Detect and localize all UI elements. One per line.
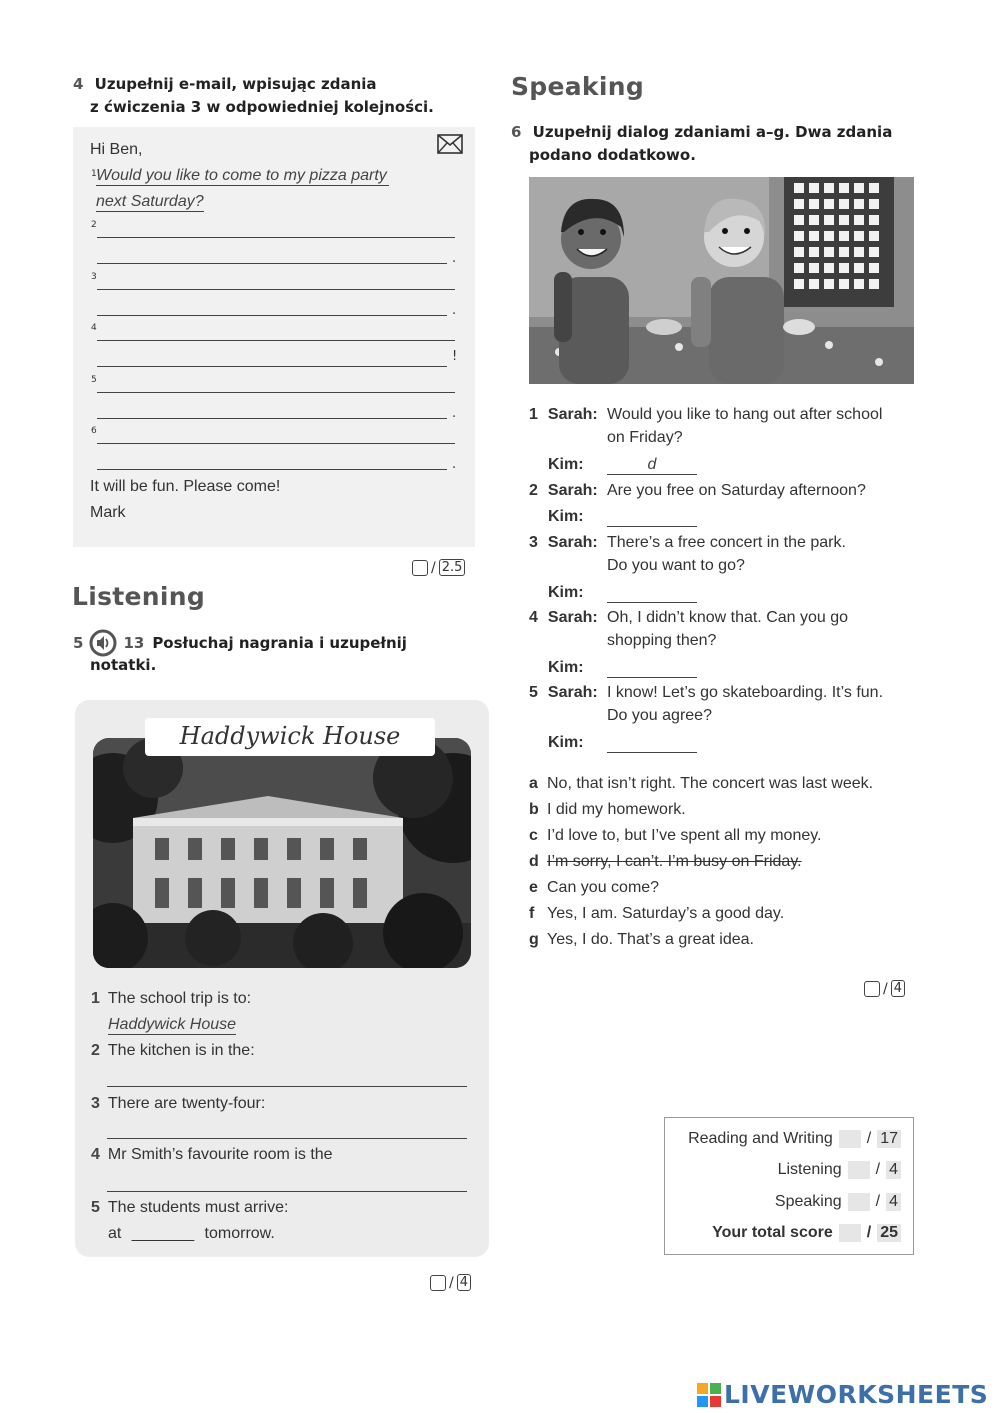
score-separator: /: [449, 1274, 454, 1291]
dialogue-answer[interactable]: [607, 584, 697, 603]
email-answer-line[interactable]: [97, 469, 447, 470]
option-item: b I did my homework.: [529, 801, 686, 818]
email-line-end: .: [452, 457, 457, 472]
email-line-number: 6: [91, 426, 97, 436]
ex5-number: 5: [73, 633, 84, 652]
ex6-instruction-line2: podano dodatkowo.: [529, 146, 696, 164]
email-answer-line[interactable]: [97, 366, 447, 367]
score-input[interactable]: [848, 1161, 870, 1179]
ex4-number: 4: [73, 75, 84, 93]
listening-question: 4 Mr Smith’s favourite room is the: [91, 1146, 333, 1163]
score-max: 4: [891, 980, 905, 997]
score-separator: /: [431, 559, 436, 576]
watermark-logo: [697, 1380, 988, 1409]
dialogue-item: 4 Sarah: Oh, I didn’t know that. Can you go shopping then? Kim:: [529, 609, 849, 676]
house-photo: [93, 738, 471, 968]
listening-card: [75, 700, 489, 1257]
email-answer-line[interactable]: [97, 263, 447, 264]
email-answer-line[interactable]: [97, 418, 447, 419]
email-line-number: 2: [91, 220, 97, 230]
liveworksheets-logo-icon: [697, 1383, 721, 1407]
option-item: c I’d love to, but I’ve spent all my money.: [529, 827, 822, 844]
card-title: Haddywick House: [179, 722, 401, 750]
email-example-line2: next Saturday?: [96, 193, 204, 210]
dialogue-item: 5 Sarah: I know! Let’s go skateboarding. It’s fun. Do you agree? Kim:: [529, 684, 884, 751]
listening-question: 3 There are twenty-four:: [91, 1095, 266, 1112]
ex4-instruction-line2: z ćwiczenia 3 w odpowiedniej kolejności.: [90, 98, 434, 116]
listening-q5-blank[interactable]: _______: [131, 1225, 195, 1242]
ex6-score: [864, 980, 905, 997]
email-answer-line[interactable]: [97, 392, 455, 393]
ex5-instruction-line2: notatki.: [90, 656, 157, 674]
email-answer-line[interactable]: [97, 237, 455, 238]
email-answer-line[interactable]: [97, 443, 455, 444]
email-line-end: .: [452, 406, 457, 421]
score-input-box[interactable]: [412, 560, 428, 576]
dialogue-answer[interactable]: [607, 508, 697, 527]
email-box: [73, 127, 475, 547]
score-input-box[interactable]: [864, 981, 880, 997]
option-item: a No, that isn’t right. The concert was last week.: [529, 775, 874, 792]
email-line-end: .: [452, 303, 457, 318]
dialogue-answer[interactable]: d: [607, 456, 697, 475]
option-item: f Yes, I am. Saturday’s a good day.: [529, 905, 785, 922]
ex6-instruction: [511, 121, 892, 144]
listening-q5-answer: at _______ tomorrow.: [108, 1225, 275, 1242]
dialogue-answer[interactable]: [607, 734, 697, 753]
dialogue-item: 3 Sarah: There’s a free concert in the park. Do you want to go? Kim:: [529, 534, 846, 601]
dialogue-item: 2 Sarah: Are you free on Saturday afternoon? Kim:: [529, 482, 866, 525]
audio-icon[interactable]: [89, 629, 117, 657]
score-row-speaking: Speaking / 4: [775, 1193, 901, 1211]
email-signature: Mark: [90, 504, 126, 521]
listening-question: 2 The kitchen is in the:: [91, 1042, 255, 1059]
email-answer-line[interactable]: [97, 289, 455, 290]
listening-answer-line[interactable]: [107, 1086, 467, 1087]
score-input[interactable]: [839, 1224, 861, 1242]
dialogue-item: 1 Sarah: Would you like to hang out after school on Friday? Kim: d: [529, 406, 883, 473]
option-item: e Can you come?: [529, 879, 660, 896]
score-input-box[interactable]: [430, 1275, 446, 1291]
ex5-score: [430, 1274, 471, 1291]
score-max: 4: [457, 1274, 471, 1291]
watermark-text: LIVEWORKSHEETS: [724, 1380, 989, 1409]
speaking-title: Speaking: [511, 72, 645, 101]
email-line-number: 4: [91, 323, 97, 333]
ex6-instruction-line1: Uzupełnij dialog zdaniami a–g. Dwa zdania: [532, 123, 893, 141]
score-input[interactable]: [848, 1193, 870, 1211]
listening-title: Listening: [72, 582, 206, 611]
girls-illustration: [529, 177, 914, 384]
ex4-score: [412, 559, 465, 576]
score-row-listening: Listening / 4: [778, 1161, 901, 1179]
score-summary-table: [664, 1117, 914, 1255]
dialogue-answer[interactable]: [607, 659, 697, 678]
email-line-end: !: [452, 349, 458, 364]
listening-answer-line[interactable]: [107, 1138, 467, 1139]
score-max: 2.5: [439, 559, 466, 576]
email-line-number: 5: [91, 375, 97, 385]
listening-answer-line[interactable]: [107, 1191, 467, 1192]
email-line-end: .: [452, 251, 457, 266]
listening-question: 5 The students must arrive:: [91, 1199, 289, 1216]
score-row-total: Your total score / 25: [712, 1224, 901, 1242]
score-separator: /: [883, 980, 888, 997]
ex4-instruction: [73, 73, 377, 96]
email-example-number: 1: [91, 169, 97, 179]
email-line-number: 3: [91, 272, 97, 282]
option-item: g Yes, I do. That’s a great idea.: [529, 931, 754, 948]
listening-answer-1: Haddywick House: [108, 1016, 237, 1033]
ex4-instruction-line1: Uzupełnij e-mail, wpisując zdania: [94, 75, 377, 93]
ex6-number: 6: [511, 123, 522, 141]
ex5-track: 13: [123, 633, 145, 652]
email-greeting: Hi Ben,: [90, 141, 143, 158]
email-answer-line[interactable]: [97, 315, 447, 316]
score-row-reading-writing: Reading and Writing / 17: [688, 1130, 901, 1148]
email-answer-line[interactable]: [97, 340, 455, 341]
email-example-line1: Would you like to come to my pizza party: [96, 167, 387, 184]
ex5-instruction: [73, 629, 407, 657]
listening-question: 1 The school trip is to:: [91, 990, 252, 1007]
envelope-icon: [437, 134, 463, 154]
ex5-instruction-line1: Posłuchaj nagrania i uzupełnij: [152, 633, 407, 652]
option-item-used: d I’m sorry, I can’t. I’m busy on Friday.: [529, 853, 802, 870]
score-input[interactable]: [839, 1130, 861, 1148]
email-closing: It will be fun. Please come!: [90, 478, 281, 495]
